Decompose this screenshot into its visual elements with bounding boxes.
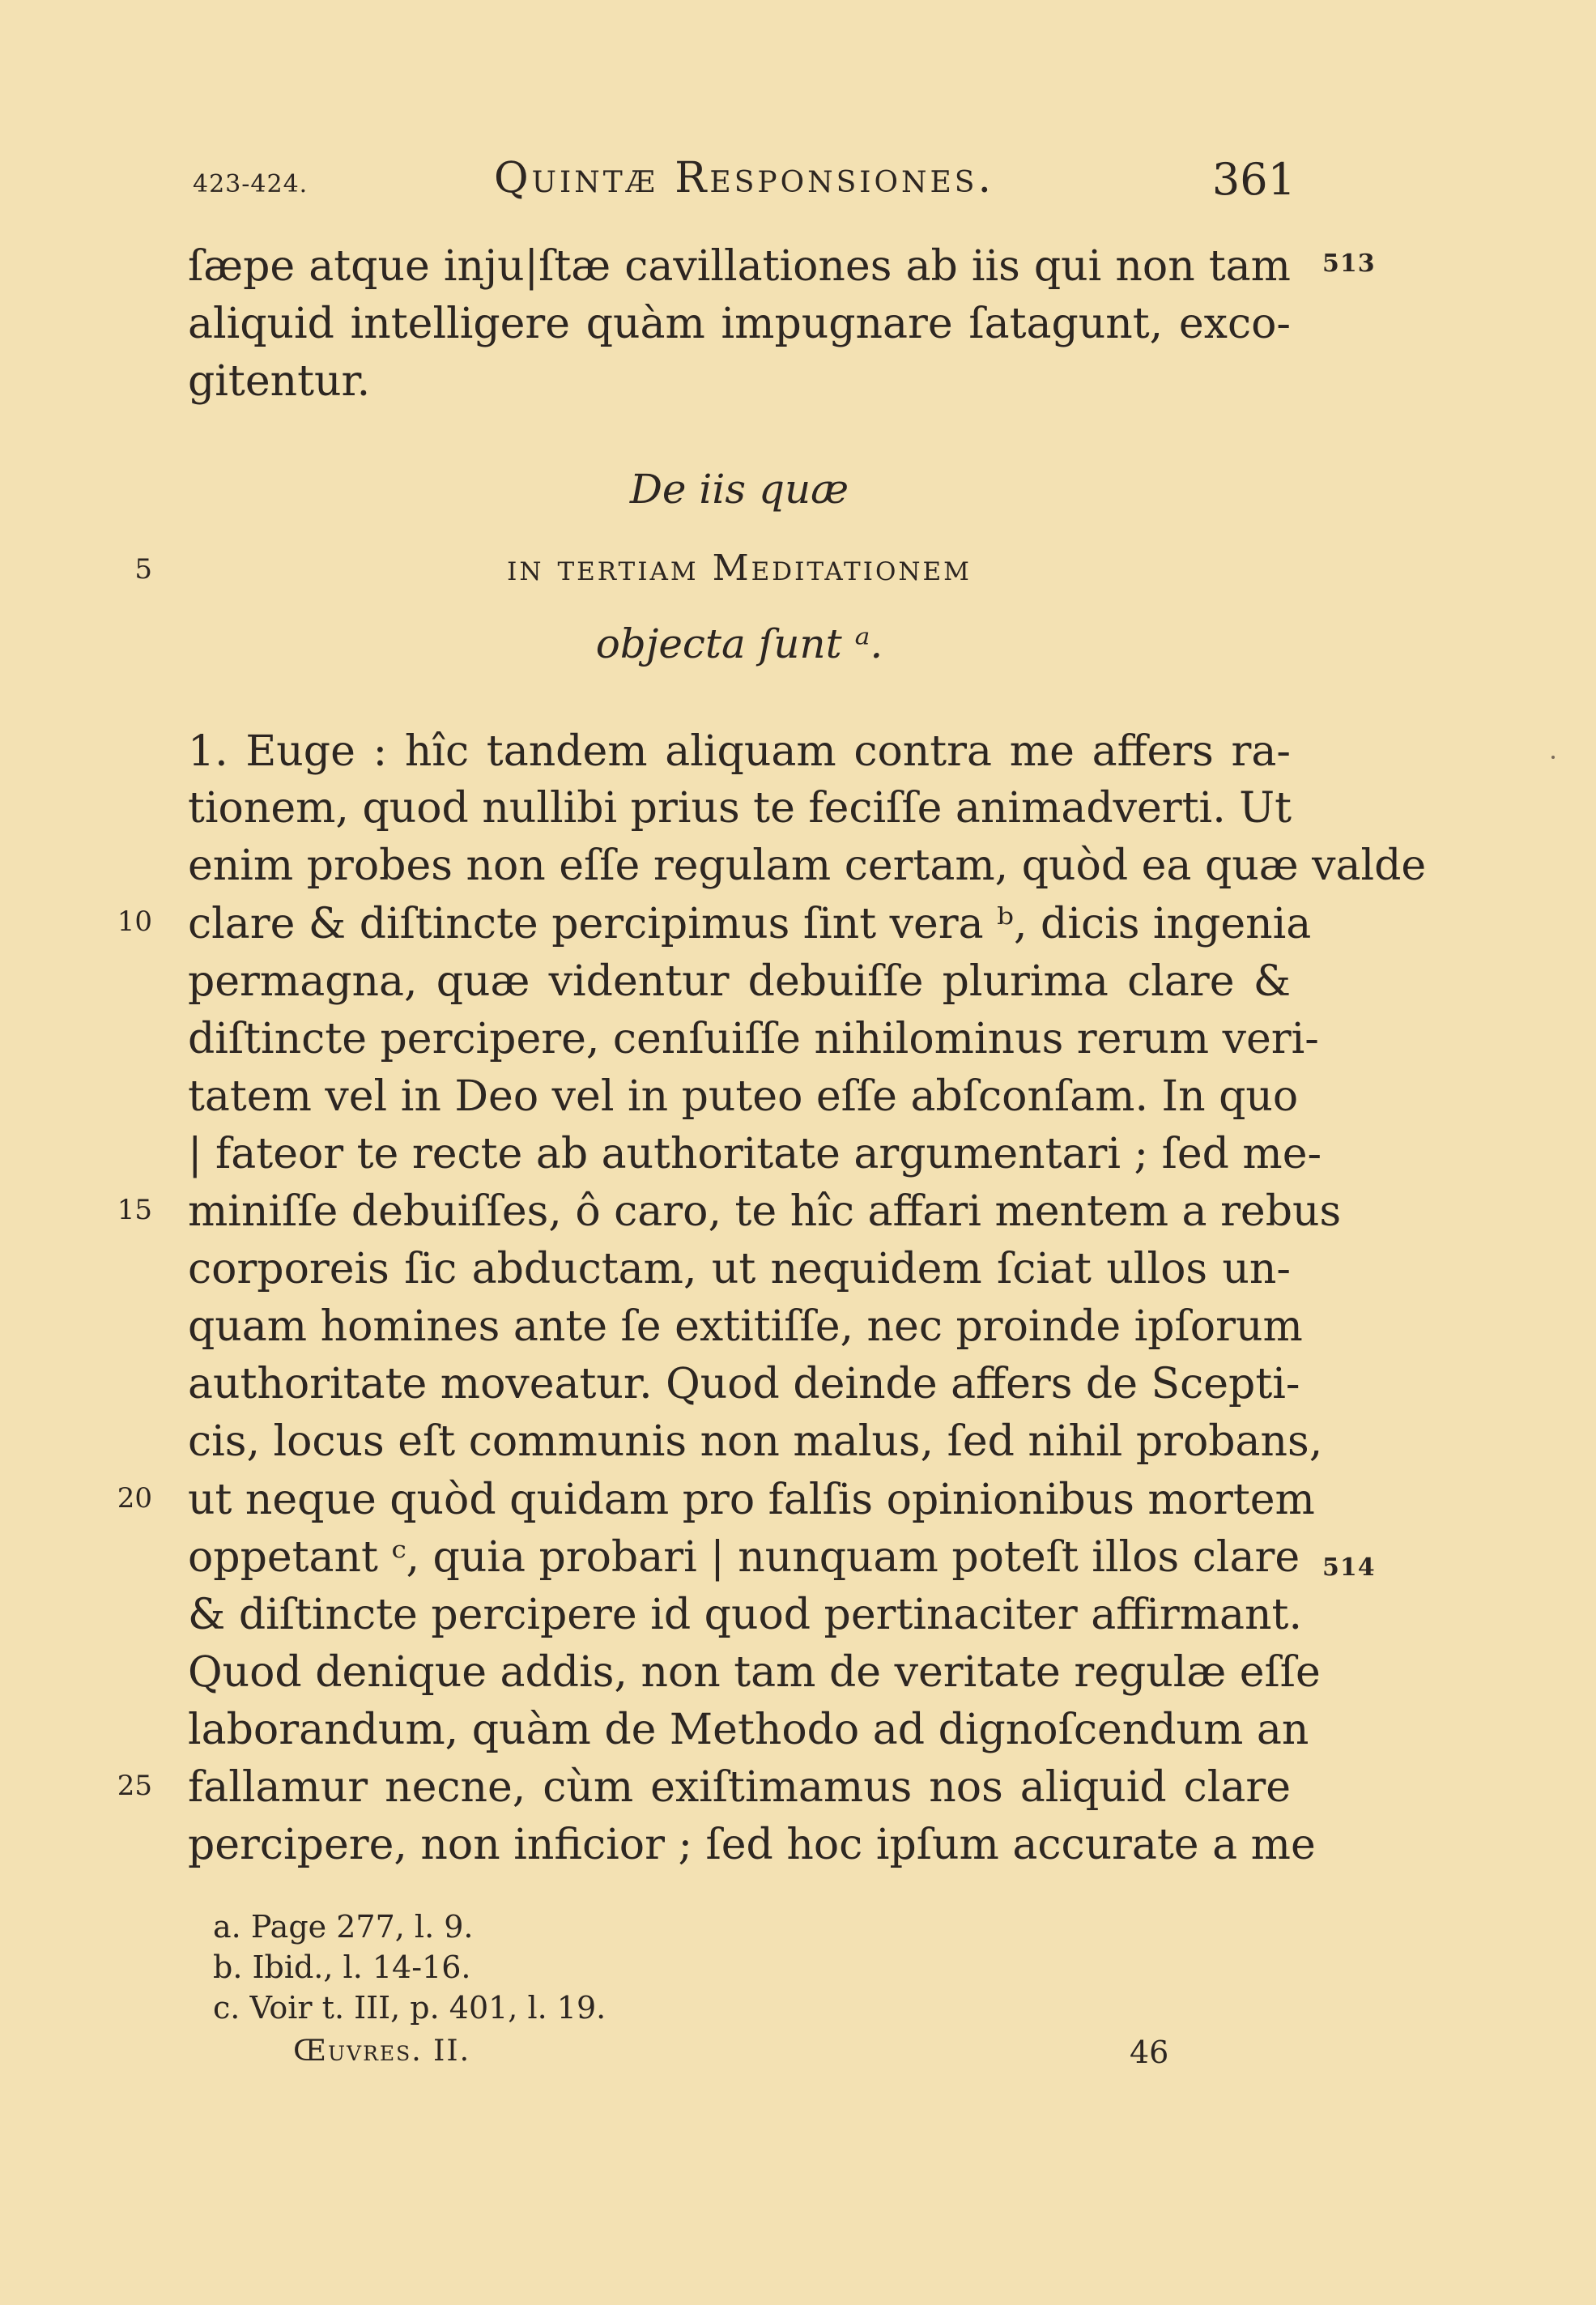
body-line-16: & diſtincte percipere id quod pertinaciter affirmant. (188, 1591, 1302, 1639)
body-line-18: laborandum, quàm de Methodo ad dignoſcendum an (188, 1706, 1309, 1754)
body-line-14: ut neque quòd quidam pro falſis opinionibus mortem (188, 1476, 1315, 1524)
footer-signature: 46 (1130, 2034, 1169, 2070)
body-line-10: corporeis ſic abductam, ut nequidem ſciat ullos un- (188, 1245, 1291, 1293)
footnote-a: a. Page 277, l. 9. (213, 1909, 474, 1945)
body-line-12: authoritate moveatur. Quod deinde affers de Scepti- (188, 1360, 1300, 1408)
body-line-5: permagna, quæ videntur debuiſſe plurima clare & (188, 957, 1291, 1006)
body-line-6: diſtincte percipere, cenſuiſſe nihilominus rerum veri- (188, 1015, 1319, 1063)
margin-ref-513: 513 (1322, 249, 1376, 278)
line-number-20: 20 (117, 1482, 152, 1515)
footer-volume: Œuvres. II. (293, 2034, 471, 2068)
line-number-5: 5 (134, 553, 152, 586)
footnote-b: b. Ibid., l. 14-16. (213, 1949, 471, 1985)
line-number-25: 25 (117, 1770, 152, 1802)
intro-line-2: aliquid intelligere quàm impugnare ſatagunt, exco- (188, 300, 1291, 348)
section-heading-line-3: objecta ſunt ᵃ. (595, 620, 883, 667)
body-line-9: miniſſe debuiſſes, ô caro, te hîc affari mentem a rebus (188, 1187, 1342, 1236)
body-line-7: tatem vel in Deo vel in puteo eſſe abſconſam. In quo (188, 1072, 1299, 1121)
body-line-8: | fateor te recte ab authoritate argumentari ; ſed me- (188, 1130, 1322, 1178)
body-line-15: oppetant ᶜ, quia probari | nunquam poteſt illos clare (188, 1533, 1300, 1582)
body-line-17: Quod denique addis, non tam de veritate regulæ eſſe (188, 1648, 1321, 1697)
body-line-20: percipere, non inficior ; ſed hoc ipſum accurate a me (188, 1821, 1316, 1869)
running-header (193, 154, 1296, 211)
intro-line-1: ſæpe atque inju|ſtæ cavillationes ab iis qui non tam (188, 242, 1291, 291)
body-line-1: 1. Euge : hîc tandem aliquam contra me affers ra- (188, 727, 1291, 776)
footnote-c: c. Voir t. III, p. 401, l. 19. (213, 1990, 606, 2026)
body-line-3: enim probes non eſſe regulam certam, quòd ea quæ valde (188, 841, 1427, 890)
header-page-number: 361 (1211, 154, 1296, 205)
body-line-2: tionem, quod nullibi prius te feciſſe animadverti. Ut (188, 784, 1292, 833)
line-number-15: 15 (117, 1194, 152, 1226)
header-title: Quintæ Responsiones. (494, 154, 994, 202)
section-heading-line-1: De iis quæ (629, 466, 849, 513)
body-line-11: quam homines ante ſe extitiſſe, nec proinde ipſorum (188, 1302, 1303, 1351)
body-line-13: cis, locus eſt communis non malus, ſed nihil probans, (188, 1417, 1323, 1466)
line-number-10: 10 (117, 905, 152, 938)
intro-line-3: gitentur. (188, 357, 371, 406)
paper-speck (1551, 756, 1555, 759)
header-page-range: 423-424. (193, 170, 309, 198)
body-line-4: clare & diſtincte percipimus ſint vera ᵇ, dicis ingenia (188, 900, 1312, 948)
section-heading-line-2: in tertiam Meditationem (507, 547, 972, 589)
margin-ref-514: 514 (1322, 1553, 1376, 1582)
body-line-19: fallamur necne, cùm exiſtimamus nos aliquid clare (188, 1763, 1291, 1812)
